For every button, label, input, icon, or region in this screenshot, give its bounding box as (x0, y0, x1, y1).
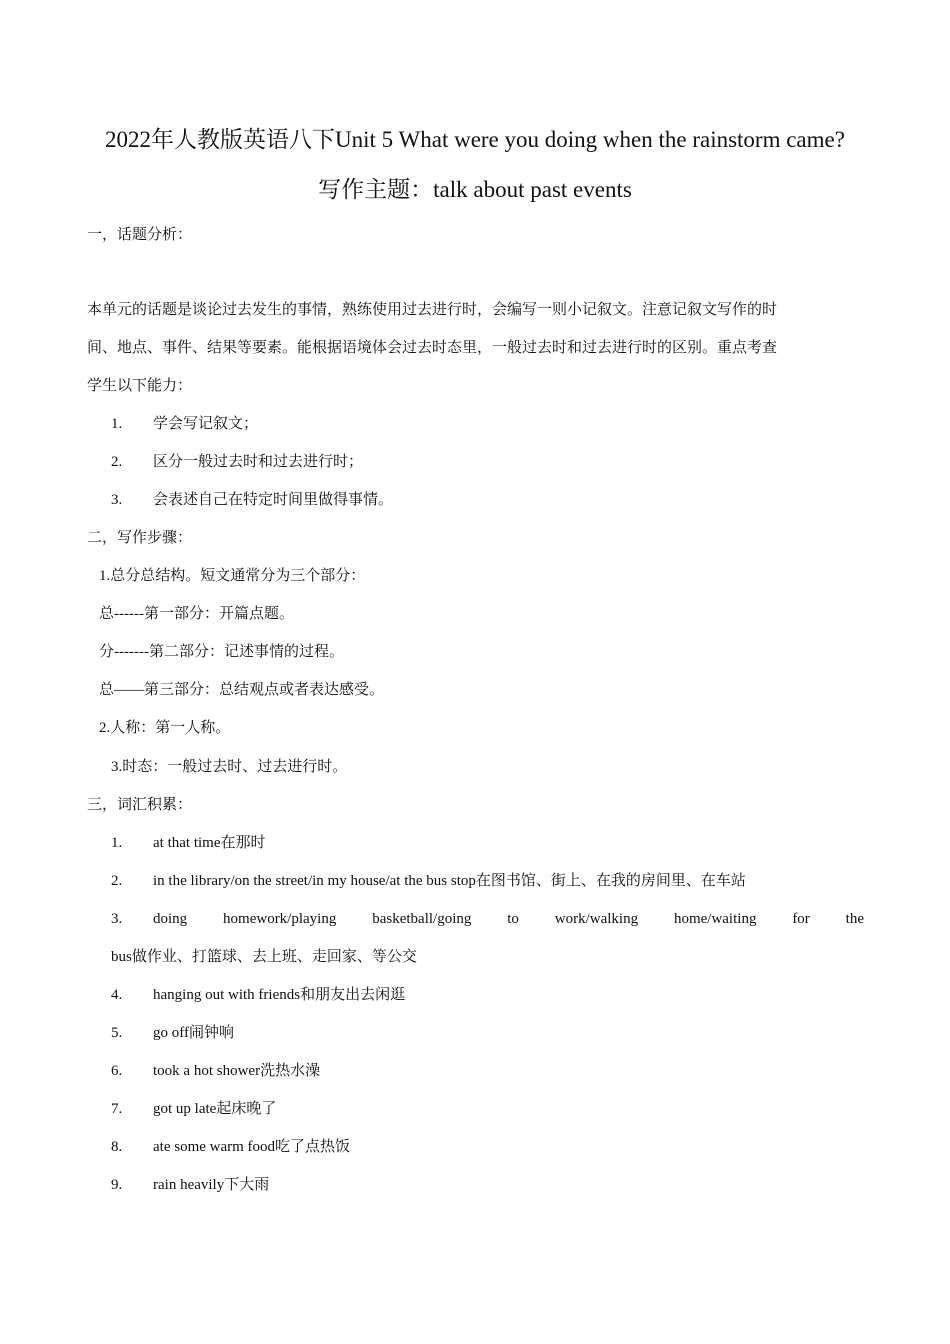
vocab-item-number: 9. (111, 1177, 123, 1193)
section1-item-text: 学会写记叙文； (153, 416, 259, 432)
section2-line: 1.总分总结构。短文通常分为三个部分： (99, 568, 366, 584)
vocab-item-text: took a hot shower洗热水澡 (153, 1063, 321, 1079)
vocab-item-number: 7. (111, 1101, 123, 1117)
section1-item-number: 1. (111, 416, 123, 432)
vocab-item-number: 3. (111, 911, 123, 927)
section1-item-text: 区分一般过去时和过去进行时； (153, 454, 364, 470)
document-title: 2022年人教版英语八下Unit 5 What were you doing when the rainstorm came? (105, 127, 845, 152)
section2-line: 总------第一部分：开篇点题。 (99, 606, 294, 622)
vocab-item-text: ate some warm food吃了点热饭 (153, 1139, 351, 1155)
vocab-item-text: go off闹钟响 (153, 1025, 234, 1041)
section1-para-line-3: 学生以下能力： (87, 378, 193, 394)
section2-line: 分-------第二部分：记述事情的过程。 (99, 644, 344, 660)
vocab-item-text: hanging out with friends和朋友出去闲逛 (153, 987, 406, 1003)
vocab-item-text: got up late起床晚了 (153, 1101, 277, 1117)
vocab-item-text: rain heavily下大雨 (153, 1177, 270, 1193)
vocab-item-continuation: bus做作业、打篮球、去上班、走回家、等公交 (111, 949, 417, 965)
vocab-word: basketball/going (372, 911, 472, 927)
section2-line: 2.人称：第一人称。 (99, 720, 231, 736)
section1-item-text: 会表述自己在特定时间里做得事情。 (153, 492, 394, 508)
vocab-word: home/waiting (673, 911, 757, 927)
vocab-item-number: 5. (111, 1025, 123, 1041)
vocab-word: work/walking (554, 911, 639, 927)
section1-para-line-1: 本单元的话题是谈论过去发生的事情，熟练使用过去进行时，会编写一则小记叙文。注意记叙文写作的时 (87, 302, 778, 318)
section1-para-line-2: 间、地点、事件、结果等要素。能根据语境体会过去时态里，一般过去时和过去进行时的区别。重点考查 (87, 340, 778, 356)
document-subtitle: 写作主题：talk about past events (318, 177, 632, 202)
vocab-item-number: 2. (111, 873, 123, 889)
vocab-word: for (792, 911, 810, 927)
section2-heading: 二，写作步骤： (87, 530, 193, 546)
section2-line: 总——第三部分：总结观点或者表达感受。 (99, 682, 385, 698)
vocab-item-text-justified (153, 908, 864, 930)
vocab-item-text: in the library/on the street/in my house/at the bus stop在图书馆、街上、在我的房间里、在车站 (153, 873, 746, 889)
vocab-item-number: 6. (111, 1063, 123, 1079)
section3-heading: 三，词汇积累： (87, 797, 193, 813)
vocab-word: the (845, 911, 864, 927)
vocab-word: homework/playing (223, 911, 337, 927)
vocab-word: to (507, 911, 519, 927)
section1-item-number: 3. (111, 492, 123, 508)
section1-item-number: 2. (111, 454, 123, 470)
vocab-item-number: 1. (111, 835, 123, 851)
vocab-item-number: 4. (111, 987, 123, 1003)
vocab-item-number: 8. (111, 1139, 123, 1155)
section1-heading: 一，话题分析： (87, 227, 193, 243)
vocab-item-text: at that time在那时 (153, 835, 266, 851)
section2-line: 3.时态：一般过去时、过去进行时。 (111, 759, 348, 775)
vocab-word: doing (153, 911, 188, 927)
